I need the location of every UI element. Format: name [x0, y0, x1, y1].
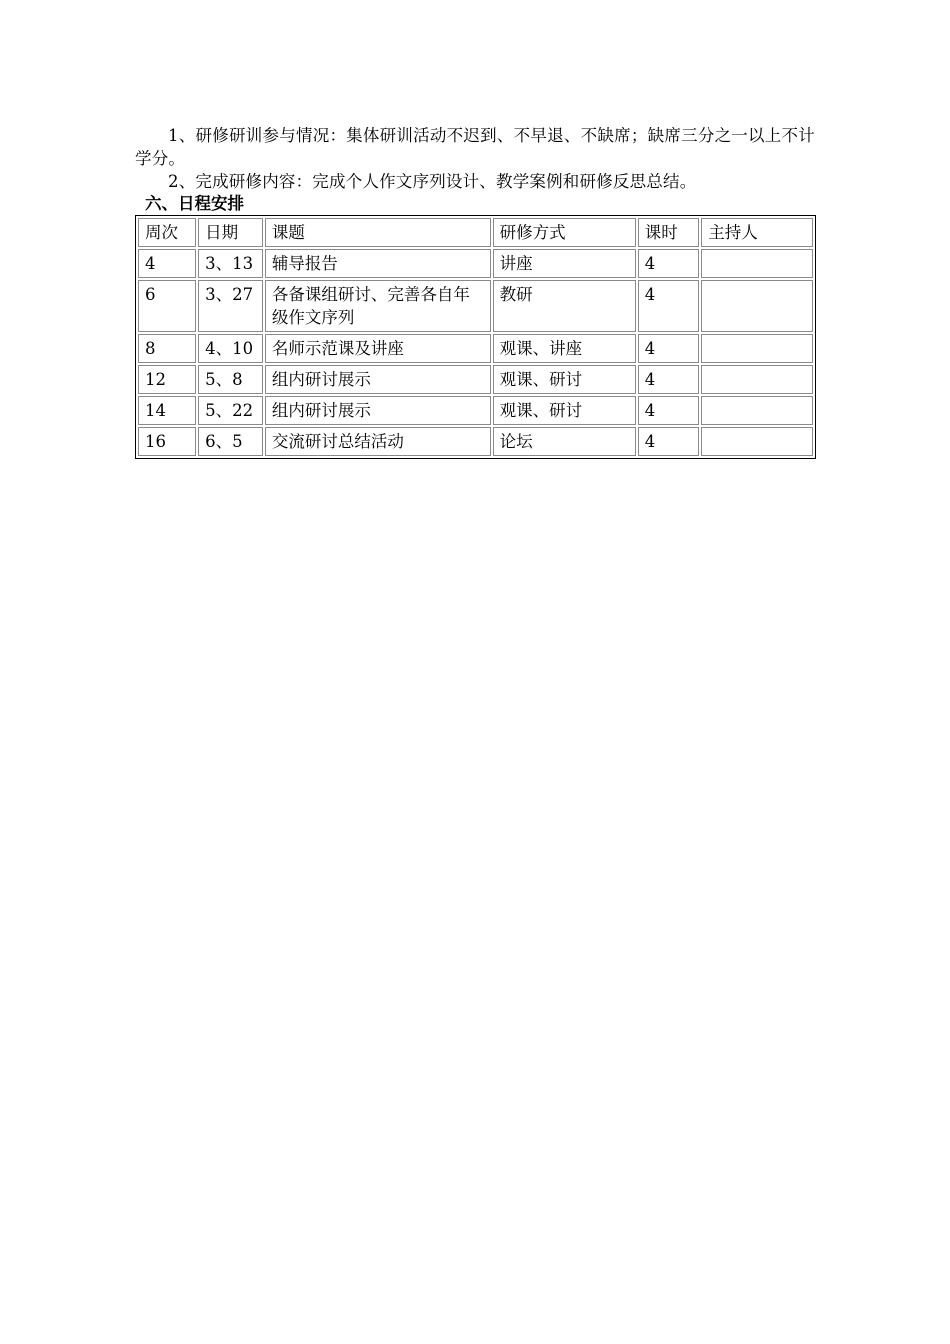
cell-method: 观课、讲座	[493, 334, 636, 363]
requirement-item-1: 1、研修研训参与情况：集体研训活动不迟到、不早退、不缺席；缺席三分之一以上不计学分。	[135, 126, 815, 168]
cell-week: 4	[138, 249, 196, 278]
cell-host	[701, 427, 813, 456]
cell-host	[701, 396, 813, 425]
cell-method: 观课、研讨	[493, 396, 636, 425]
cell-date: 5、22	[198, 396, 263, 425]
table-row	[138, 365, 813, 394]
cell-topic: 交流研讨总结活动	[265, 427, 491, 456]
cell-week: 16	[138, 427, 196, 456]
schedule-table	[135, 215, 816, 459]
table-row	[138, 427, 813, 456]
cell-date: 4、10	[198, 334, 263, 363]
section-heading-schedule: 六、日程安排	[145, 194, 244, 213]
cell-method: 论坛	[493, 427, 636, 456]
cell-hours: 4	[638, 427, 699, 456]
cell-date: 6、5	[198, 427, 263, 456]
cell-date: 3、27	[198, 280, 263, 332]
requirement-item-2: 2、完成研修内容：完成个人作文序列设计、教学案例和研修反思总结。	[168, 172, 697, 191]
cell-host	[701, 249, 813, 278]
table-row	[138, 334, 813, 363]
table-row	[138, 249, 813, 278]
document-page	[135, 124, 815, 459]
cell-date: 3、13	[198, 249, 263, 278]
table-row	[138, 280, 813, 332]
header-date: 日期	[198, 218, 263, 247]
cell-hours: 4	[638, 396, 699, 425]
table-header-row	[138, 218, 813, 247]
cell-week: 6	[138, 280, 196, 332]
cell-hours: 4	[638, 334, 699, 363]
header-topic: 课题	[265, 218, 491, 247]
cell-hours: 4	[638, 280, 699, 332]
cell-host	[701, 280, 813, 332]
header-hours: 课时	[638, 218, 699, 247]
header-host: 主持人	[701, 218, 813, 247]
cell-topic: 辅导报告	[265, 249, 491, 278]
cell-method: 观课、研讨	[493, 365, 636, 394]
cell-topic: 组内研讨展示	[265, 396, 491, 425]
header-week: 周次	[138, 218, 196, 247]
cell-week: 12	[138, 365, 196, 394]
cell-date: 5、8	[198, 365, 263, 394]
cell-hours: 4	[638, 249, 699, 278]
cell-hours: 4	[638, 365, 699, 394]
cell-week: 8	[138, 334, 196, 363]
cell-topic: 组内研讨展示	[265, 365, 491, 394]
cell-method: 教研	[493, 280, 636, 332]
cell-topic: 名师示范课及讲座	[265, 334, 491, 363]
cell-method: 讲座	[493, 249, 636, 278]
cell-topic: 各备课组研讨、完善各自年级作文序列	[265, 280, 491, 332]
cell-week: 14	[138, 396, 196, 425]
header-method: 研修方式	[493, 218, 636, 247]
cell-host	[701, 334, 813, 363]
table-row	[138, 396, 813, 425]
cell-host	[701, 365, 813, 394]
